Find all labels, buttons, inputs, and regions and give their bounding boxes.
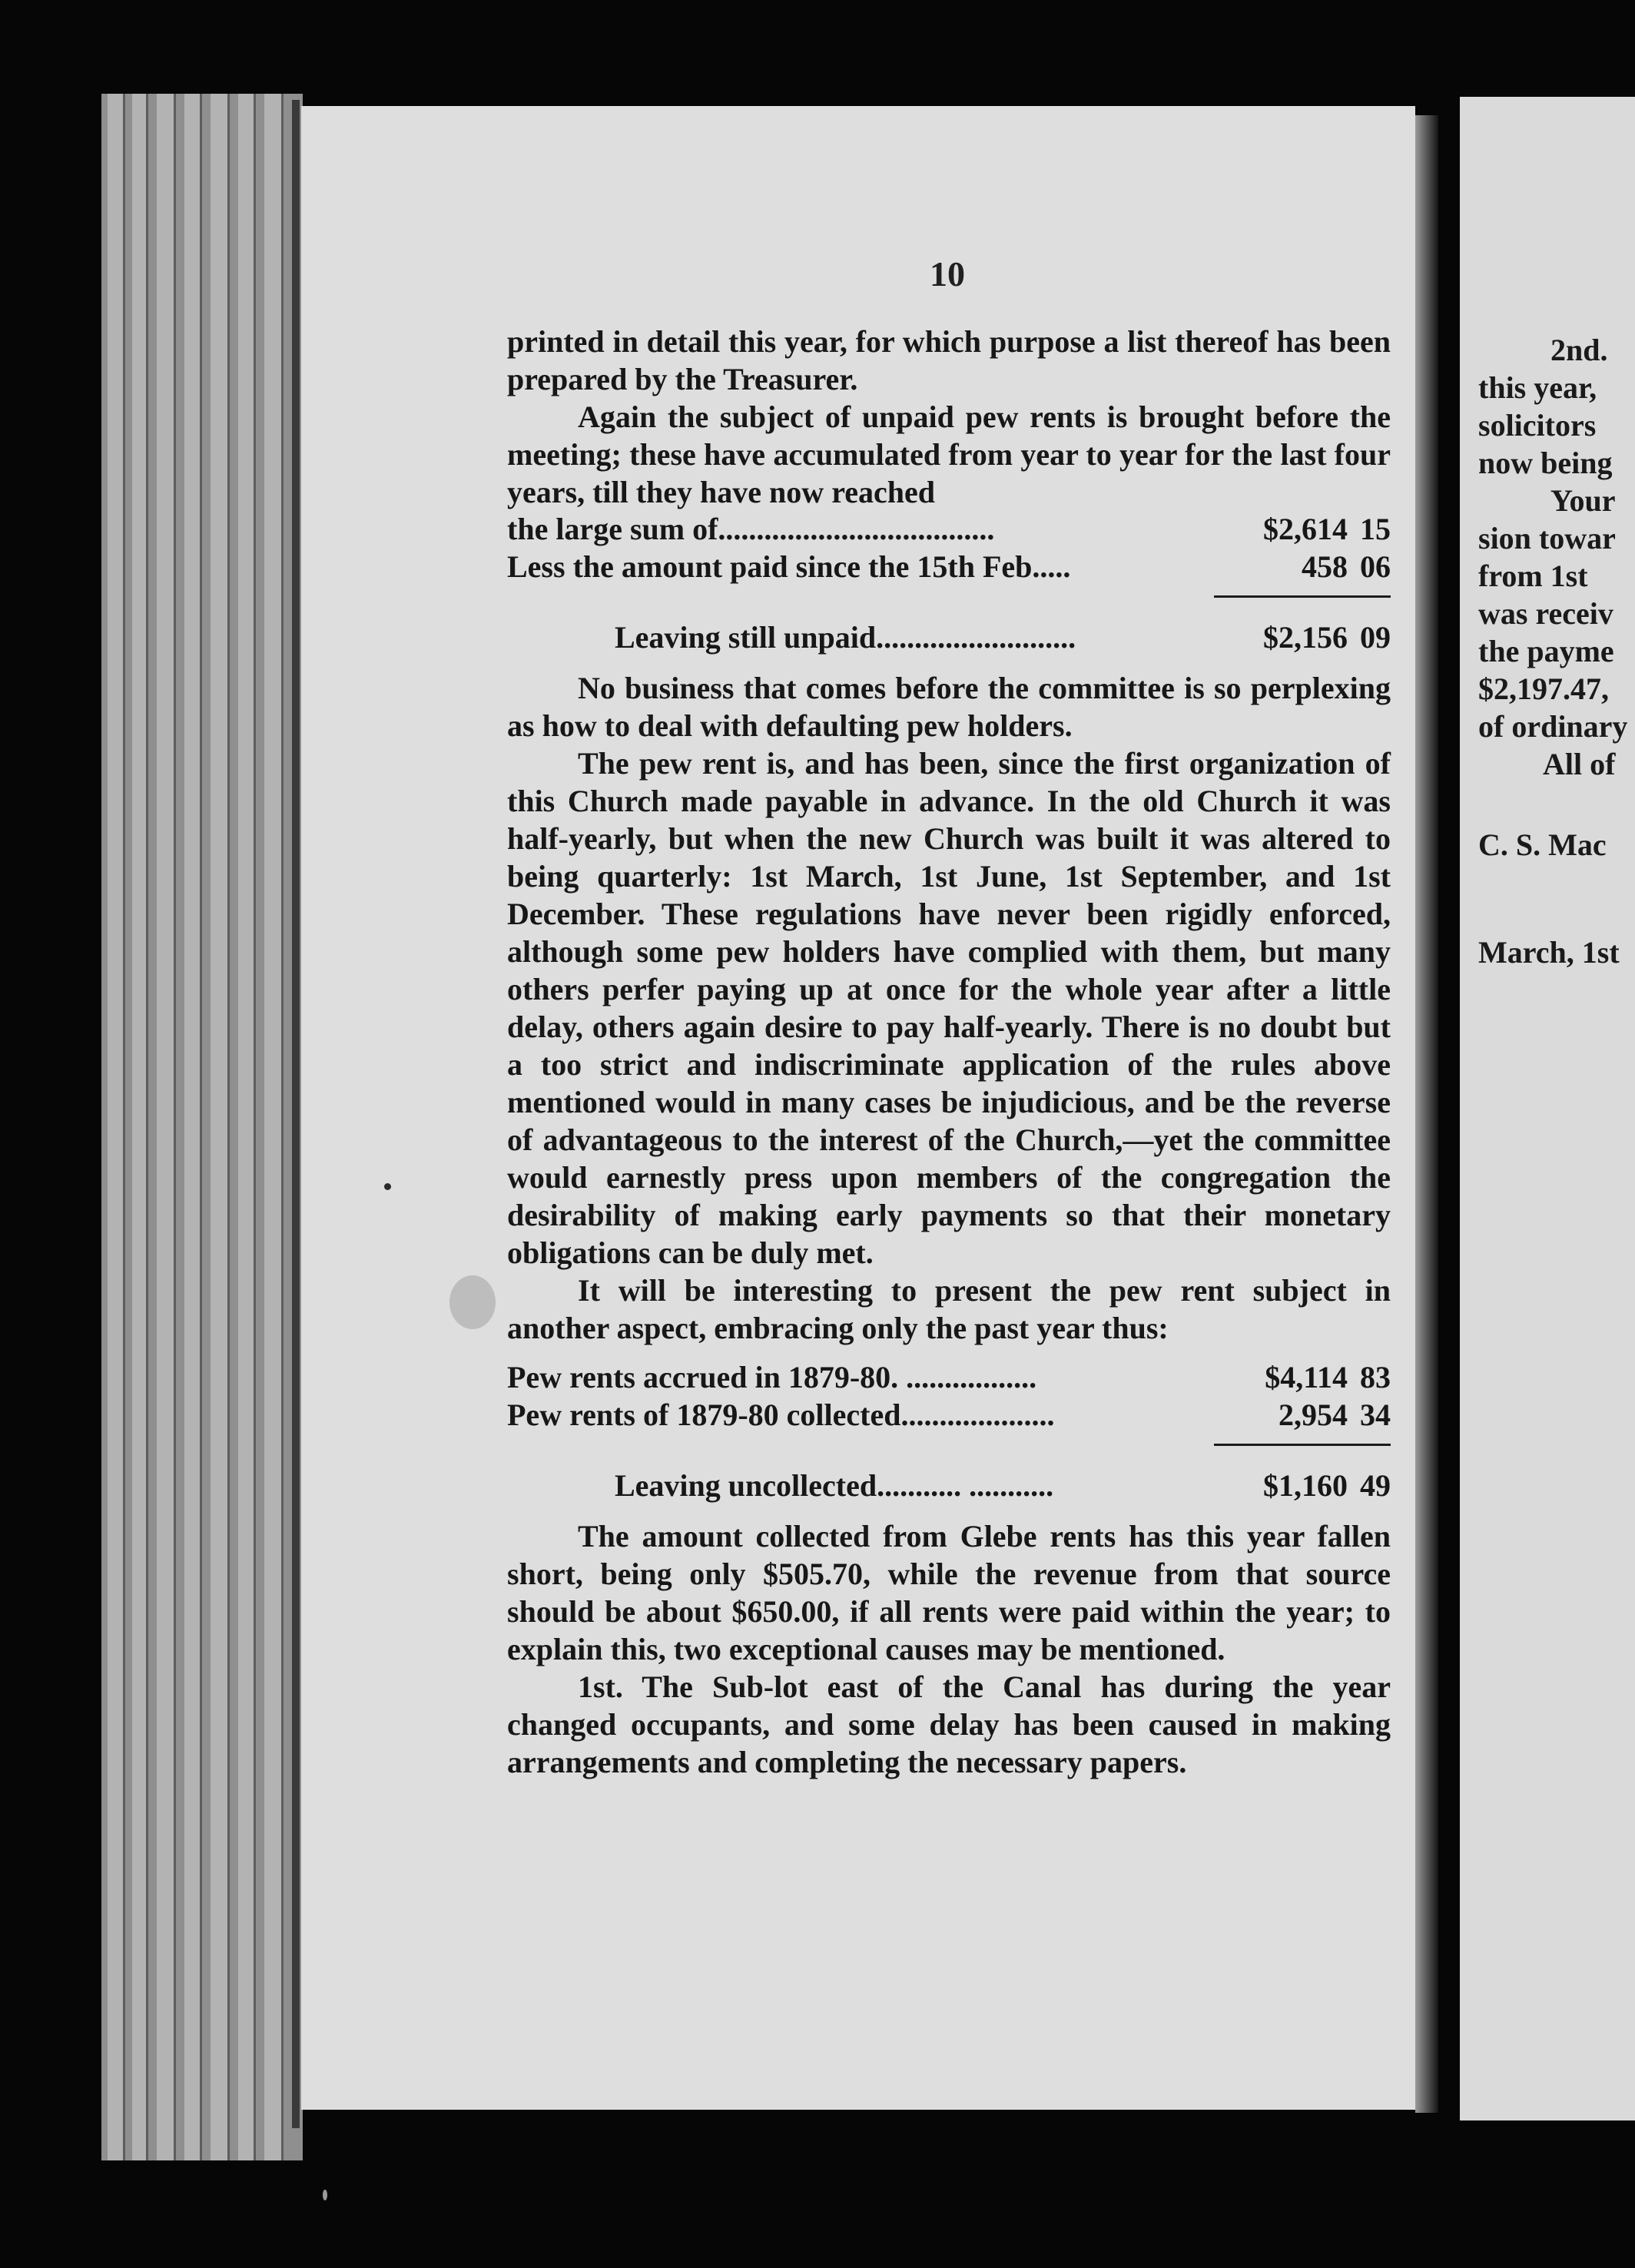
row-label: Less the amount paid since the 15th Feb..... xyxy=(507,549,1071,584)
table-total-row xyxy=(507,1467,1391,1505)
pew-rents-unpaid-table xyxy=(507,511,1391,657)
page-edges xyxy=(101,94,303,2160)
right-page-line: 2nd. xyxy=(1550,333,1608,367)
right-page-line: this year, xyxy=(1478,370,1597,405)
row-label: Pew rents of 1879-80 collected.................... xyxy=(507,1398,1055,1432)
page-body xyxy=(507,323,1391,1781)
sum-rule xyxy=(1214,1444,1391,1446)
total-dollars: $2,156 xyxy=(1263,620,1348,655)
row-cents: 34 xyxy=(1360,1398,1391,1432)
right-page-line: $2,197.47, xyxy=(1478,671,1609,706)
row-dollars: 458 xyxy=(1302,549,1348,584)
paragraph: The amount collected from Glebe rents has this year fallen short, being only $505.70, while the revenue from that source should be about $650.00, if all rents were paid within the year; to explain this, two exceptional causes may be mentioned. xyxy=(507,1519,1391,1666)
total-label: Leaving uncollected........... ........... xyxy=(615,1468,1054,1503)
right-page-line: sion towar xyxy=(1478,521,1616,555)
total-dollars: $1,160 xyxy=(1263,1468,1348,1503)
paper-speck xyxy=(449,1275,496,1329)
row-dollars: 2,954 xyxy=(1278,1398,1348,1432)
right-page-line: now being xyxy=(1478,446,1613,480)
right-page-line: All of xyxy=(1543,747,1616,781)
pew-rents-1879-80-table xyxy=(507,1359,1391,1505)
paragraph: 1st. The Sub-lot east of the Canal has during the year changed occupants, and some delay has been caused in making arrangements and completing the necessary papers. xyxy=(507,1670,1391,1779)
right-page-line: C. S. Mac xyxy=(1478,827,1607,862)
gutter-shadow xyxy=(1415,115,1438,2113)
paragraph: The pew rent is, and has been, since the first organization of this Church made payable in advance. In the old Church it was half-yearly, but when the new Church was built it was altered to being quarterly: 1st March, 1st June, 1st September, and 1st December. These regulations have never been rigidly enforced, although some pew holders have complied with them, but many others perfer paying up at once for the whole year after a little delay, others again desire to pay half-yearly. There is no doubt but a too strict and indiscriminate application of the rules above mentioned would in many cases be injudicious, and be the reverse of advantageous to the interest of the Church,—yet the committee would earnestly press upon members of the congregation the desirability of making early payments so that their monetary obligations can be duly met. xyxy=(507,746,1391,1270)
paragraph: No business that comes before the committee is so perplexing as how to deal with defaulting pew holders. xyxy=(507,671,1391,743)
row-cents: 15 xyxy=(1360,512,1391,546)
total-label: Leaving still unpaid.......................... xyxy=(615,620,1076,655)
page-edge-shadow xyxy=(292,100,300,2128)
row-cents: 06 xyxy=(1360,549,1391,584)
row-dollars: $2,614 xyxy=(1263,512,1348,546)
paper-speck xyxy=(384,1183,391,1190)
total-cents: 49 xyxy=(1360,1468,1391,1503)
right-page-line: of ordinary xyxy=(1478,709,1628,744)
total-cents: 09 xyxy=(1360,620,1391,655)
right-page-line: the payme xyxy=(1478,634,1614,668)
paper-speck xyxy=(323,2190,327,2200)
right-page-line: was receiv xyxy=(1478,596,1613,631)
row-label: Pew rents accrued in 1879-80. ................. xyxy=(507,1360,1037,1394)
table-row xyxy=(507,1397,1391,1434)
table-total-row xyxy=(507,619,1391,657)
table-row xyxy=(507,1359,1391,1397)
right-page-line: solicitors xyxy=(1478,408,1597,443)
right-page-line: Your xyxy=(1550,483,1616,518)
table-row xyxy=(507,511,1391,549)
row-dollars: $4,114 xyxy=(1265,1360,1348,1394)
row-label: the large sum of.................................... xyxy=(507,512,995,546)
page-number: 10 xyxy=(930,254,965,293)
right-page-line: March, 1st xyxy=(1478,935,1620,970)
right-page-line: from 1st xyxy=(1478,559,1588,593)
right-page xyxy=(1460,97,1635,2120)
paragraph: It will be interesting to present the pew rent subject in another aspect, embracing only the past year thus: xyxy=(507,1273,1391,1345)
sum-rule xyxy=(1214,595,1391,598)
paragraph: Again the subject of unpaid pew rents is brought before the meeting; these have accumulated from year to year for the last four years, till they have now reached xyxy=(507,400,1391,509)
row-cents: 83 xyxy=(1360,1360,1391,1394)
paragraph: printed in detail this year, for which purpose a list thereof has been prepared by the Treasurer. xyxy=(507,324,1391,396)
table-row xyxy=(507,549,1391,586)
